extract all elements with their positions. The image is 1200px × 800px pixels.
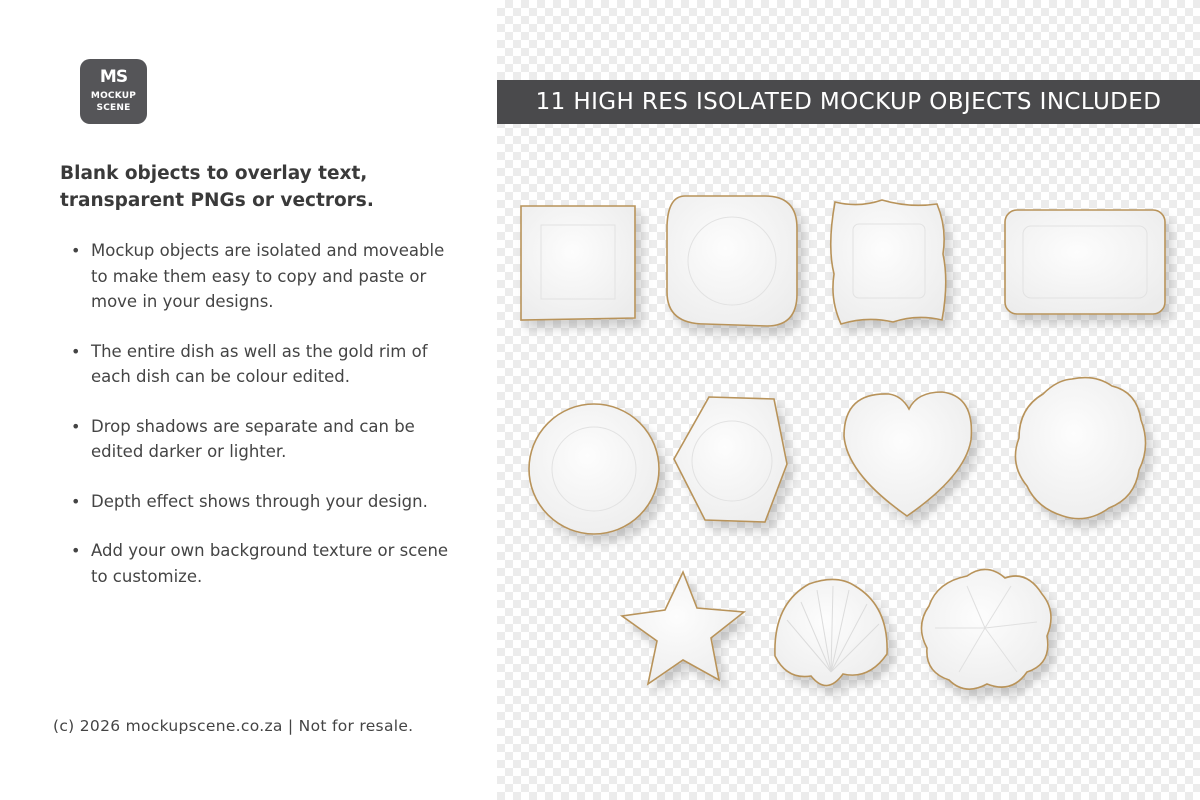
logo-line2: SCENE	[96, 103, 131, 113]
wavy-square-plate	[831, 200, 946, 324]
headline: Blank objects to overlay text, transparent PNGs or vectrors.	[60, 163, 374, 211]
copyright-footer: (c) 2026 mockupscene.co.za | Not for resale.	[53, 717, 414, 735]
feature-item: • Add your own background texture or scene to customize.	[70, 538, 450, 589]
star-plate	[622, 572, 744, 684]
heart-plate	[844, 392, 971, 516]
feature-item: • The entire dish as well as the gold rim of each dish can be colour edited.	[70, 339, 450, 390]
rectangular-plate	[1005, 210, 1165, 314]
scalloped-plate	[1015, 378, 1145, 519]
square-plate	[521, 206, 635, 320]
mockup-scene-logo	[80, 59, 147, 124]
feature-item: • Drop shadows are separate and can be edited darker or lighter.	[70, 414, 450, 465]
logo-mark: MS	[99, 67, 128, 87]
logo-line1: MOCKUP	[90, 91, 137, 101]
feature-item: • Mockup objects are isolated and moveable to make them easy to copy and paste or move in your designs.	[70, 238, 450, 315]
rounded-square-plate	[667, 196, 797, 326]
hexagon-plate	[674, 397, 787, 522]
dish-mockups	[497, 124, 1200, 724]
text-panel	[0, 0, 497, 800]
feature-item: • Depth effect shows through your design.	[70, 489, 450, 515]
round-plate	[529, 404, 659, 534]
flower-plate	[921, 569, 1051, 689]
objects-banner: 11 HIGH RES ISOLATED MOCKUP OBJECTS INCLUDED	[497, 80, 1200, 124]
feature-list	[70, 238, 450, 613]
shell-plate	[775, 579, 887, 685]
